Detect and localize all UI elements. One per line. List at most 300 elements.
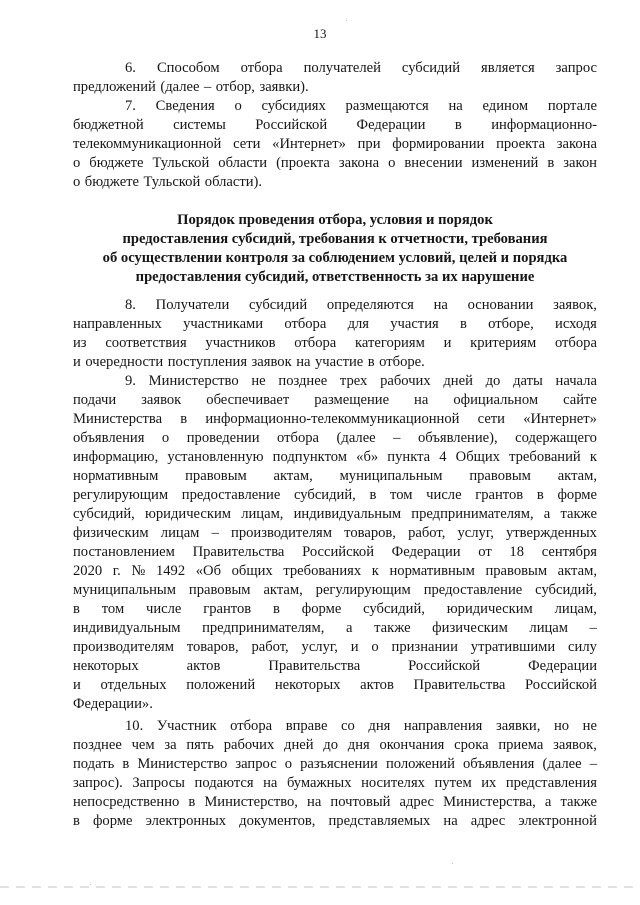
- word: 10.: [125, 718, 144, 734]
- word: постановлением: [73, 544, 175, 560]
- word: правовым: [485, 563, 548, 579]
- word: документов,: [239, 813, 316, 829]
- word: запрос: [555, 60, 597, 76]
- scan-speck: [452, 863, 453, 864]
- word: субсидий,: [294, 487, 356, 503]
- word: Получатели: [155, 297, 230, 313]
- word: на: [448, 98, 463, 114]
- word: актам,: [557, 563, 597, 579]
- paragraph-first-line: [73, 372, 597, 391]
- word: отборе.: [379, 354, 425, 370]
- word: исходя: [555, 316, 597, 332]
- word: направленных: [73, 316, 162, 332]
- word: рабочих: [380, 373, 431, 389]
- word: для: [347, 316, 369, 332]
- word: и: [73, 354, 81, 370]
- word: позднее: [278, 373, 328, 389]
- word: отбора: [277, 430, 320, 446]
- word: позднее: [73, 737, 122, 753]
- word: является: [481, 60, 535, 76]
- word: Федерации: [528, 658, 597, 674]
- word: сайте: [563, 392, 597, 408]
- paragraph-line: [73, 486, 597, 505]
- word: на: [263, 775, 278, 791]
- word: «б»: [356, 449, 379, 465]
- paragraph: [73, 717, 597, 831]
- word: форме: [301, 601, 342, 617]
- word: индивидуальным: [73, 620, 181, 636]
- word: работ,: [408, 525, 446, 541]
- word: подпунктом: [272, 449, 348, 465]
- word: грантов: [203, 601, 252, 617]
- word: о: [284, 756, 293, 772]
- word: также: [560, 794, 597, 810]
- word: индивидуальным: [293, 506, 402, 522]
- word: нормативным: [389, 563, 475, 579]
- word: информационно-: [491, 117, 597, 133]
- word: в: [369, 487, 377, 503]
- word: на: [433, 297, 448, 313]
- word: «Интернет»: [523, 411, 597, 427]
- word: дня: [368, 718, 391, 734]
- word: 7.: [125, 98, 136, 114]
- word: о: [371, 639, 379, 655]
- word: в: [273, 601, 280, 617]
- word: отборе,: [488, 316, 534, 332]
- word: очередности: [85, 354, 164, 370]
- word: правовым: [185, 468, 247, 484]
- paragraph-line: [73, 467, 597, 486]
- word: размещение: [314, 392, 390, 408]
- word: в: [188, 794, 196, 810]
- word: начала: [555, 373, 597, 389]
- word: о: [161, 430, 170, 446]
- word: до: [485, 373, 501, 389]
- word: в: [536, 487, 544, 503]
- word: бюджете: [89, 155, 144, 171]
- paragraph-line: [73, 793, 597, 812]
- word: участие: [314, 354, 364, 370]
- word: запрос).: [73, 775, 123, 791]
- word: за: [164, 737, 177, 753]
- word: пять: [186, 737, 214, 753]
- word: к: [371, 563, 379, 579]
- word: утвержденных: [506, 525, 597, 541]
- word: нормативным: [73, 468, 159, 484]
- word: области).: [204, 174, 263, 190]
- word: формировании: [392, 136, 485, 152]
- word: требований: [509, 449, 581, 465]
- word: в: [73, 813, 80, 829]
- word: 6.: [125, 60, 136, 76]
- word: физическим: [432, 620, 508, 636]
- word: работ,: [251, 639, 289, 655]
- word: заявки).: [259, 79, 309, 95]
- word: даты: [513, 373, 543, 389]
- word: критериям: [470, 335, 537, 351]
- word: внесении: [404, 155, 463, 171]
- word: телекоммуникационной: [73, 136, 222, 152]
- paragraph-line: [73, 755, 597, 774]
- word: Общих: [455, 449, 500, 465]
- paragraph-line: [73, 736, 597, 755]
- word: изменений: [471, 155, 539, 171]
- word: направления: [403, 718, 483, 734]
- paragraph-line: [73, 543, 597, 562]
- word: субсидий,: [73, 506, 135, 522]
- word: «Интернет»: [272, 136, 346, 152]
- word: –: [589, 620, 597, 636]
- paragraph-line: [73, 334, 597, 353]
- word: дней: [284, 737, 314, 753]
- word: в: [547, 155, 555, 171]
- word: требованиях: [283, 563, 362, 579]
- word: при: [357, 136, 381, 152]
- paragraph: [73, 97, 597, 192]
- word: –: [203, 79, 212, 95]
- word: о: [234, 98, 242, 114]
- word: едином: [482, 98, 529, 114]
- section-heading: [73, 211, 597, 287]
- word: отбора: [240, 60, 283, 76]
- heading-line: Порядок проведения отбора, условия и порядок: [177, 212, 493, 228]
- word: в: [73, 601, 80, 617]
- word: лицам,: [554, 601, 597, 617]
- word: установленную: [167, 449, 264, 465]
- word: г.: [112, 563, 121, 579]
- paragraph-first-line: [73, 97, 597, 116]
- heading-line: предоставления субсидий, ответственность за их нарушение: [135, 269, 535, 285]
- word: путем: [434, 775, 472, 791]
- word: Министерство: [148, 373, 239, 389]
- word: субсидий: [401, 60, 461, 76]
- word: области: [218, 155, 268, 171]
- word: не: [582, 718, 597, 734]
- word: отбора: [284, 316, 327, 332]
- word: Министерства: [73, 411, 163, 427]
- heading-line: об осуществлении контроля за соблюдением условий, целей и порядка: [102, 250, 568, 266]
- word: представляемых: [328, 813, 431, 829]
- paragraph-first-line: [73, 717, 597, 736]
- paragraph-first-line: [73, 296, 597, 315]
- word: отбора: [230, 718, 273, 734]
- word: 2020: [73, 563, 103, 579]
- word: бюджете: [84, 174, 140, 190]
- word: заявки,: [495, 718, 541, 734]
- word: 8.: [125, 297, 136, 313]
- word: о: [388, 155, 396, 171]
- word: Тульской: [152, 155, 210, 171]
- word: муниципальным: [73, 582, 176, 598]
- word: также: [374, 620, 411, 636]
- word: на: [443, 813, 458, 829]
- word: форме: [557, 487, 597, 503]
- word: Российской: [302, 544, 374, 560]
- paragraph-line: [73, 657, 597, 676]
- word: субсидий,: [535, 582, 597, 598]
- scan-speck: [346, 20, 347, 21]
- paragraph-line: [73, 448, 597, 467]
- word: Правительства: [268, 658, 361, 674]
- word: предложений: [73, 79, 156, 95]
- word: некоторых: [274, 677, 341, 693]
- word: но: [553, 718, 570, 734]
- word: регулирующим: [315, 582, 411, 598]
- word: подаются: [194, 775, 254, 791]
- paragraph-line: [73, 581, 597, 600]
- word: числе: [146, 601, 182, 617]
- word: (далее: [542, 756, 582, 772]
- word: проекта: [496, 136, 546, 152]
- word: производителям: [73, 639, 174, 655]
- word: на: [296, 354, 311, 370]
- word: Министерство: [137, 756, 228, 772]
- paragraph: [73, 59, 597, 97]
- word: к: [589, 449, 597, 465]
- word: предоставление: [181, 487, 281, 503]
- word: запрос: [235, 756, 277, 772]
- word: бюджетной: [73, 117, 144, 133]
- word: Тульской: [143, 174, 201, 190]
- word: заявок,: [553, 737, 597, 753]
- word: носителях: [361, 775, 425, 791]
- paragraph-line: [73, 154, 597, 173]
- paragraph-line: [73, 524, 597, 543]
- word: информацию,: [73, 449, 159, 465]
- word: том: [390, 487, 413, 503]
- scan-speck: [90, 884, 91, 885]
- word: сети: [477, 411, 505, 427]
- word: срока: [454, 737, 489, 753]
- word: и: [350, 639, 359, 655]
- word: бумажных: [286, 775, 352, 791]
- paragraph-line: [73, 619, 597, 638]
- word: закона: [338, 155, 380, 171]
- word: объявления: [73, 430, 145, 446]
- paragraph: [73, 296, 597, 372]
- word: проведении: [186, 430, 260, 446]
- word: а: [543, 506, 551, 522]
- word: Сведения: [155, 98, 215, 114]
- word: общих: [231, 563, 273, 579]
- word: окончания: [379, 737, 445, 753]
- word: закон: [563, 155, 597, 171]
- word: 1492: [155, 563, 186, 579]
- word: производителям: [231, 525, 332, 541]
- word: заявок: [251, 354, 292, 370]
- word: Запросы: [132, 775, 185, 791]
- word: Российской: [255, 117, 328, 133]
- scan-bottom-edge: [0, 886, 640, 888]
- word: на: [307, 794, 322, 810]
- word: Российской: [525, 677, 597, 693]
- word: обеспечивает: [206, 392, 290, 408]
- word: предпринимателям,: [202, 620, 325, 636]
- word: лицам,: [241, 506, 284, 522]
- word: электронной: [518, 813, 597, 829]
- word: актам,: [263, 582, 303, 598]
- word: до: [323, 737, 339, 753]
- word: юридическим: [446, 601, 533, 617]
- word: актов: [186, 658, 221, 674]
- word: непосредственно: [73, 794, 180, 810]
- word: категориям: [355, 335, 425, 351]
- paragraph-line: [73, 116, 597, 135]
- word: также: [560, 506, 597, 522]
- word: информационно-телекоммуникационной: [205, 411, 460, 427]
- word: заявок: [141, 392, 182, 408]
- word: утратившими: [470, 639, 556, 655]
- paragraph-line: [73, 562, 597, 581]
- word: –: [211, 525, 219, 541]
- word: услуг,: [457, 525, 494, 541]
- word: Федерации: [356, 117, 426, 133]
- paragraph: [73, 372, 597, 714]
- word: 9.: [125, 373, 136, 389]
- paragraph-line: [73, 600, 597, 619]
- word: сети: [233, 136, 261, 152]
- word: пункта: [387, 449, 431, 465]
- word: из: [73, 335, 87, 351]
- word: Министерство,: [204, 794, 298, 810]
- word: том: [101, 601, 125, 617]
- paragraph-line: [73, 505, 597, 524]
- paragraph-line: [73, 391, 597, 410]
- word: «Об: [195, 563, 222, 579]
- word: 4: [439, 449, 447, 465]
- paragraph-line: [73, 135, 597, 154]
- word: представления: [505, 775, 597, 791]
- paragraph-first-line: [73, 59, 597, 78]
- word: Российской: [408, 658, 481, 674]
- word: Участник: [156, 718, 217, 734]
- word: основании: [467, 297, 534, 313]
- word: юридическим: [144, 506, 232, 522]
- word: силу: [568, 639, 597, 655]
- word: чем: [131, 737, 155, 753]
- word: поступления: [167, 354, 248, 370]
- word: участников: [205, 335, 276, 351]
- heading-line: предоставления субсидий, требования к отчетности, требования: [122, 231, 548, 247]
- word: от: [478, 544, 492, 560]
- word: в: [454, 117, 462, 133]
- word: некоторых: [73, 658, 139, 674]
- paragraph-line: [73, 410, 597, 429]
- word: положений: [186, 677, 256, 693]
- word: объявления: [462, 756, 535, 772]
- word: сентября: [541, 544, 597, 560]
- word: трех: [339, 373, 368, 389]
- word: участниками: [183, 316, 264, 332]
- paragraph-line: [73, 676, 597, 695]
- word: Федерации: [391, 544, 461, 560]
- word: закона: [556, 136, 597, 152]
- word: почтовый: [330, 794, 391, 810]
- word: рабочих: [223, 737, 275, 753]
- word: числе: [426, 487, 462, 503]
- word: Правительства: [192, 544, 285, 560]
- word: –: [589, 756, 597, 772]
- word: соответствия: [105, 335, 187, 351]
- word: о: [73, 174, 81, 190]
- word: грантов: [475, 487, 524, 503]
- word: определяются: [326, 297, 414, 313]
- word: товаров,: [344, 525, 396, 541]
- word: объявление),: [417, 430, 498, 446]
- word: участия: [390, 316, 439, 332]
- word: форме: [92, 813, 133, 829]
- page-number: 13: [313, 26, 327, 41]
- word: отдельных: [100, 677, 167, 693]
- word: системы: [173, 117, 226, 133]
- paragraph-line: [73, 78, 597, 97]
- word: правовым: [188, 582, 251, 598]
- word: а: [544, 794, 552, 810]
- word: дней: [443, 373, 473, 389]
- word: о: [73, 155, 81, 171]
- word: заявок,: [553, 297, 597, 313]
- word: Правительства: [413, 677, 506, 693]
- word: получателей: [303, 60, 381, 76]
- word: субсидиях: [261, 98, 326, 114]
- word: не: [251, 373, 266, 389]
- word: адрес: [399, 794, 435, 810]
- word: их: [481, 775, 497, 791]
- word: в: [367, 354, 375, 370]
- word: 18: [509, 544, 525, 560]
- word: содержащего: [515, 430, 597, 446]
- word: адрес: [470, 813, 506, 829]
- word: №: [131, 563, 146, 579]
- word: подачи: [73, 392, 117, 408]
- word: портале: [547, 98, 597, 114]
- word: в: [122, 756, 130, 772]
- word: регулирующим: [73, 487, 169, 503]
- word: товаров,: [186, 639, 239, 655]
- word: услуг,: [301, 639, 338, 655]
- word: актам,: [273, 468, 313, 484]
- word: Федерации».: [73, 696, 153, 712]
- word: лицам: [160, 525, 200, 541]
- word: в: [460, 316, 467, 332]
- word: актов: [360, 677, 394, 693]
- word: дня: [347, 737, 370, 753]
- word: отбор,: [215, 79, 255, 95]
- word: отбора: [294, 335, 337, 351]
- word: –: [393, 430, 401, 446]
- word: предпринимателям,: [411, 506, 534, 522]
- paragraph-line: [73, 774, 597, 793]
- word: приема: [498, 737, 544, 753]
- word: предоставление: [423, 582, 523, 598]
- word: актам,: [557, 468, 597, 484]
- paragraph-line: [73, 695, 597, 714]
- word: (проекта: [276, 155, 330, 171]
- paragraph-line: [73, 315, 597, 334]
- word: муниципальным: [339, 468, 443, 484]
- word: разъяснении: [300, 756, 378, 772]
- word: электронных: [145, 813, 227, 829]
- word: субсидий,: [363, 601, 425, 617]
- word: лицам: [529, 620, 569, 636]
- word: вправе: [285, 718, 328, 734]
- word: размещаются: [345, 98, 429, 114]
- word: официальном: [453, 392, 539, 408]
- word: (далее: [336, 430, 376, 446]
- paragraph-line: [73, 429, 597, 448]
- word: и: [73, 677, 81, 693]
- word: а: [346, 620, 353, 636]
